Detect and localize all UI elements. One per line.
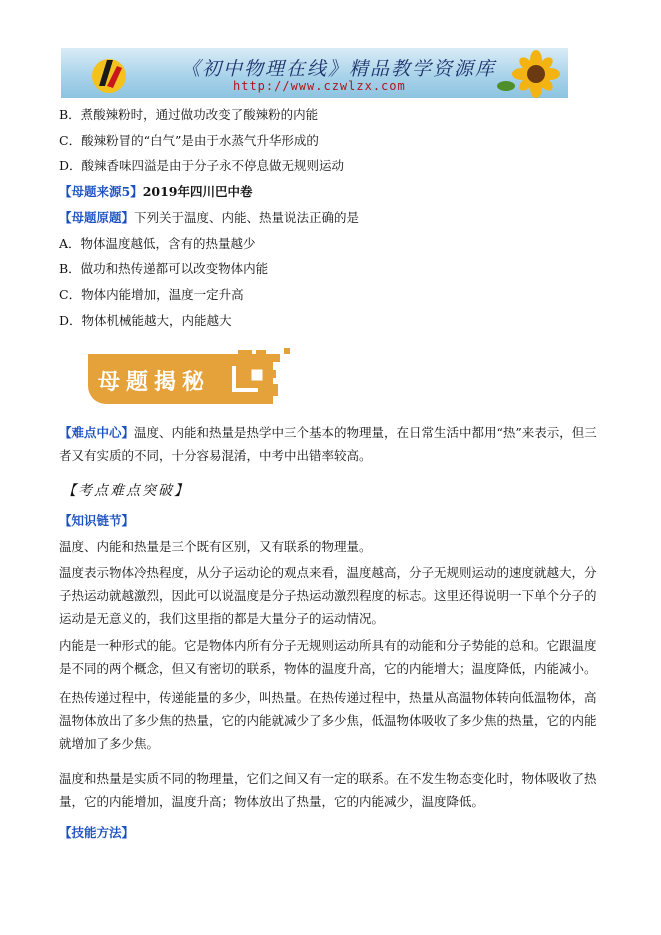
skills-heading (59, 825, 134, 841)
difficulty-text: 温度、内能和热量是热学中三个基本的物理量，在日常生活中都用“热”来表示，但三者又有实质的不同，十分容易混淆，中考中出错率较高。 (59, 425, 597, 463)
question-text: 下列关于温度、内能、热量说法正确的是 (134, 210, 360, 225)
sunflower-icon (496, 50, 562, 98)
source-line (59, 184, 253, 200)
question-option-d: D．物体机械能越大，内能越大 (59, 313, 232, 328)
banner-url: http://www.czwlzx.com (233, 79, 406, 93)
site-logo-icon (87, 52, 131, 96)
option-b-prev: B．煮酸辣粉时，通过做功改变了酸辣粉的内能 (59, 107, 319, 122)
section-banner (88, 346, 298, 408)
difficulty-paragraph (59, 421, 605, 467)
question-option-b: B．做功和热传递都可以改变物体内能 (59, 261, 269, 276)
question-option-c: C．物体内能增加，温度一定升高 (59, 287, 244, 302)
breakthrough-heading: 【考点难点突破】 (62, 483, 190, 499)
banner-title: 《初中物理在线》精品教学资源库 (181, 58, 497, 80)
source-label: 【母题来源5】 (59, 184, 143, 199)
question-line (59, 210, 359, 226)
knowledge-paragraph-2: 温度表示物体冷热程度，从分子运动论的观点来看，温度越高，分子无规则运动的速度就越大，分子热运动就越激烈，因此可以说温度是分子热运动激烈程度的标志。这里还得说明一下单个分子的运动是无意义的，我们这里指的都是大量分子的运动情况。 (59, 565, 597, 626)
knowledge-paragraph-5: 温度和热量是实质不同的物理量，它们之间又有一定的联系。在不发生物态变化时，物体吸收了热量，它的内能增加，温度升高；物体放出了热量，它的内能减少，温度降低。 (59, 771, 597, 809)
option-c-prev: C．酸辣粉冒的“白气”是由于水蒸气升华形成的 (59, 133, 319, 148)
knowledge-paragraph-3: 内能是一种形式的能。它是物体内所有分子无规则运动所具有的动能和分子势能的总和。它跟温度是不同的两个概念，但又有密切的联系，物体的温度升高，它的内能增大；温度降低，内能减小。 (59, 638, 597, 676)
option-d-prev: D．酸辣香味四溢是由于分子永不停息做无规则运动 (59, 158, 345, 173)
header-banner (61, 48, 568, 98)
skills-label: 【技能方法】 (59, 825, 135, 840)
source-text: 2019年四川巴中卷 (142, 184, 253, 199)
question-label: 【母题原题】 (59, 210, 135, 225)
knowledge-paragraph-1: 温度、内能和热量是三个既有区别，又有联系的物理量。 (59, 539, 372, 554)
puzzle-deco-icon (228, 346, 298, 406)
difficulty-label: 【难点中心】 (59, 425, 135, 440)
question-option-a: A．物体温度越低，含有的热量越少 (59, 236, 256, 251)
knowledge-label: 【知识链节】 (59, 513, 135, 528)
knowledge-heading (59, 513, 134, 529)
knowledge-paragraph-4: 在热传递过程中，传递能量的多少，叫热量。在热传递过程中，热量从高温物体转向低温物体，高温物体放出了多少焦的热量，它的内能就减少了多少焦，低温物体吸收了多少焦的热量，它的内能就增加了多少焦。 (59, 690, 597, 751)
section-banner-label: 母题揭秘 (98, 370, 211, 395)
